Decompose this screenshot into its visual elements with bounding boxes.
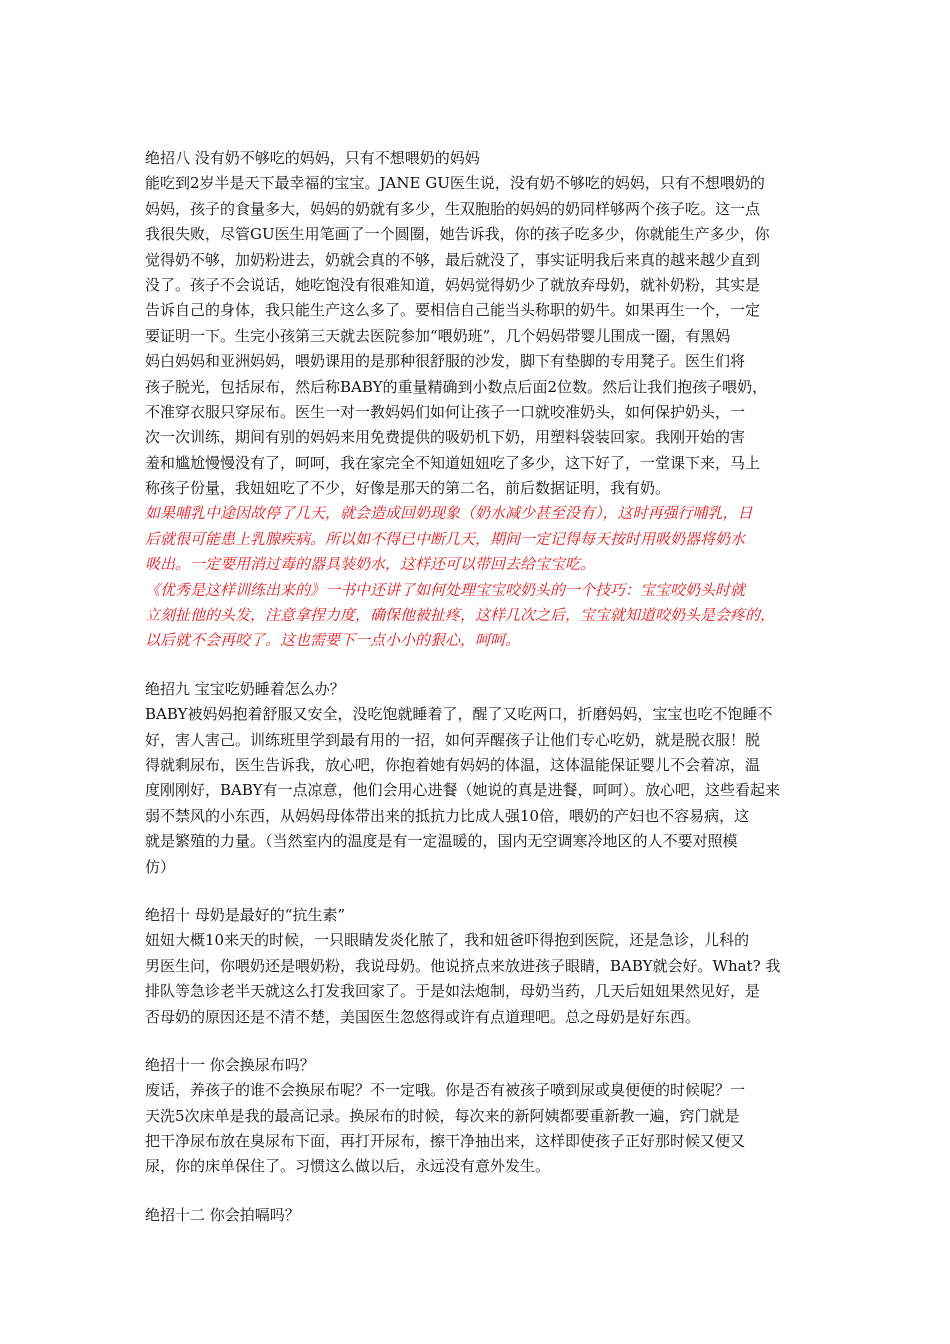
paragraph-line: 尿，你的床单保住了。习惯这么做以后，永远没有意外发生。: [145, 1157, 551, 1176]
paragraph-line: 孩子脱光，包括尿布，然后称BABY的重量精确到小数点后面2位数。然后让我们抱孩子喂奶，: [145, 377, 768, 396]
paragraph-line: 好，害人害己。训练班里学到最有用的一招，如何弄醒孩子让他们专心吃奶，就是脱衣服！脱: [145, 730, 761, 749]
paragraph-line: 仿）: [145, 857, 176, 876]
paragraph-line: 次一次训练，期间有别的妈妈来用免费提供的吸奶机下奶，用塑料袋装回家。我刚开始的害: [145, 428, 746, 447]
paragraph-line: 就是繁殖的力量。（当然室内的温度是有一定温暖的，国内无空调寒冷地区的人不要对照模: [145, 832, 738, 851]
section-heading: 绝招九 宝宝吃奶睡着怎么办？: [145, 679, 345, 698]
paragraph-line: 排队等急诊老半天就这么打发我回家了。于是如法炮制，母奶当药，几天后妞妞果然见好，是: [145, 982, 761, 1001]
paragraph-line: 否母奶的原因还是不清不楚，美国医生忽悠得或许有点道理吧。总之母奶是好东西。: [145, 1007, 701, 1026]
paragraph-line: 不准穿衣服只穿尿布。医生一对一教妈妈们如何让孩子一口就咬准奶头，如何保护奶头，一: [145, 402, 746, 421]
highlighted-note-line: 后就很可能患上乳腺疾病。所以如不得已中断几天，期间一定记得每天按时用吸奶器将奶水: [145, 529, 746, 548]
highlighted-note-line: 吸出。一定要用消过毒的器具装奶水，这样还可以带回去给宝宝吃。: [145, 555, 596, 574]
paragraph-line: 没了。孩子不会说话，她吃饱没有很难知道，妈妈觉得奶少了就放弃母奶，就补奶粉，其实是: [145, 275, 761, 294]
paragraph-line: 妞妞大概10来天的时候，一只眼睛发炎化脓了，我和妞爸吓得抱到医院，还是急诊，儿科的: [145, 931, 750, 950]
paragraph-line: 称孩子份量，我妞妞吃了不少，好像是那天的第二名，前后数据证明，我有奶。: [145, 479, 671, 498]
highlighted-note-line: 如果哺乳中途因故停了几天，就会造成回奶现象（奶水减少甚至没有），这时再强行哺乳，日: [145, 504, 753, 523]
paragraph-line: 男医生问，你喂奶还是喂奶粉，我说母奶。他说挤点来放进孩子眼睛，BABY就会好。What? 我: [145, 956, 781, 975]
highlighted-note-line: 以后就不会再咬了。这也需要下一点小小的狠心，呵呵。: [145, 631, 521, 650]
paragraph-line: 觉得奶不够，加奶粉进去，奶就会真的不够，最后就没了，事实证明我后来真的越来越少直到: [145, 250, 761, 269]
paragraph-line: 度刚刚好，BABY有一点凉意，他们会用心进餐（她说的真是进餐，呵呵）。放心吧，这些看起来: [145, 781, 781, 800]
section-spacer: [145, 654, 810, 677]
paragraph-line: 把干净尿布放在臭尿布下面，再打开尿布，擦干净抽出来，这样即使孩子正好那时候又便又: [145, 1132, 746, 1151]
paragraph-line: 废话，养孩子的谁不会换尿布呢？不一定哦。你是否有被孩子喷到尿或臭便便的时候呢？一: [145, 1081, 746, 1100]
paragraph-line: 弱不禁风的小东西，从妈妈母体带出来的抵抗力比成人强10倍，喂奶的产妇也不容易病，这: [145, 806, 750, 825]
paragraph-line: 妈妈，孩子的食量多大，妈妈的奶就有多少，生双胞胎的妈妈的奶同样够两个孩子吃。这一点: [145, 199, 761, 218]
paragraph-line: BABY被妈妈抱着舒服又安全，没吃饱就睡着了，醒了又吃两口，折磨妈妈，宝宝也吃不饱睡不: [145, 705, 773, 724]
section-heading: 绝招八 没有奶不够吃的妈妈，只有不想喂奶的妈妈: [145, 149, 480, 167]
paragraph-line: 得就剩尿布，医生告诉我，放心吧，你抱着她有妈妈的体温，这体温能保证婴儿不会着凉，温: [145, 755, 761, 774]
paragraph-line: 要证明一下。生完小孩第三天就去医院参加“喂奶班”，几个妈妈带婴儿围成一圈，有黑妈: [145, 326, 731, 345]
paragraph-line: 告诉自己的身体，我只能生产这么多了。要相信自己能当头称职的奶牛。如果再生一个，一定: [145, 301, 761, 320]
section-heading: 绝招十 母奶是最好的“抗生素”: [145, 905, 346, 924]
highlighted-note-line: 立刻扯他的头发，注意拿捏力度，确保他被扯疼，这样几次之后，宝宝就知道咬奶头是会疼的，: [145, 606, 776, 625]
paragraph-line: 妈白妈妈和亚洲妈妈，喂奶课用的是那种很舒服的沙发，脚下有垫脚的专用凳子。医生们将: [145, 352, 746, 371]
paragraph-line: 天洗5次床单是我的最高记录。换尿布的时候，每次来的新阿姨都要重新教一遍，窍门就是: [145, 1106, 740, 1125]
section-spacer: [145, 880, 810, 903]
section-spacer: [145, 1180, 810, 1203]
section-heading: 绝招十一 你会换尿布吗？: [145, 1055, 315, 1074]
section-heading: 绝招十二 你会拍嗝吗？: [145, 1205, 300, 1224]
paragraph-line: 能吃到2岁半是天下最幸福的宝宝。JANE GU医生说，没有奶不够吃的妈妈，只有不想喂奶的: [145, 174, 765, 193]
document-body: [145, 146, 810, 1228]
paragraph-line: 我很失败，尽管GU医生用笔画了一个圆圈，她告诉我，你的孩子吃多少，你就能生产多少，你: [145, 225, 770, 244]
paragraph-line: 羞和尴尬慢慢没有了，呵呵，我在家完全不知道妞妞吃了多少，这下好了，一堂课下来，马上: [145, 453, 761, 472]
highlighted-note-line: 《优秀是这样训练出来的》一书中还讲了如何处理宝宝咬奶头的一个技巧：宝宝咬奶头时就: [145, 580, 746, 599]
section-spacer: [145, 1030, 810, 1053]
